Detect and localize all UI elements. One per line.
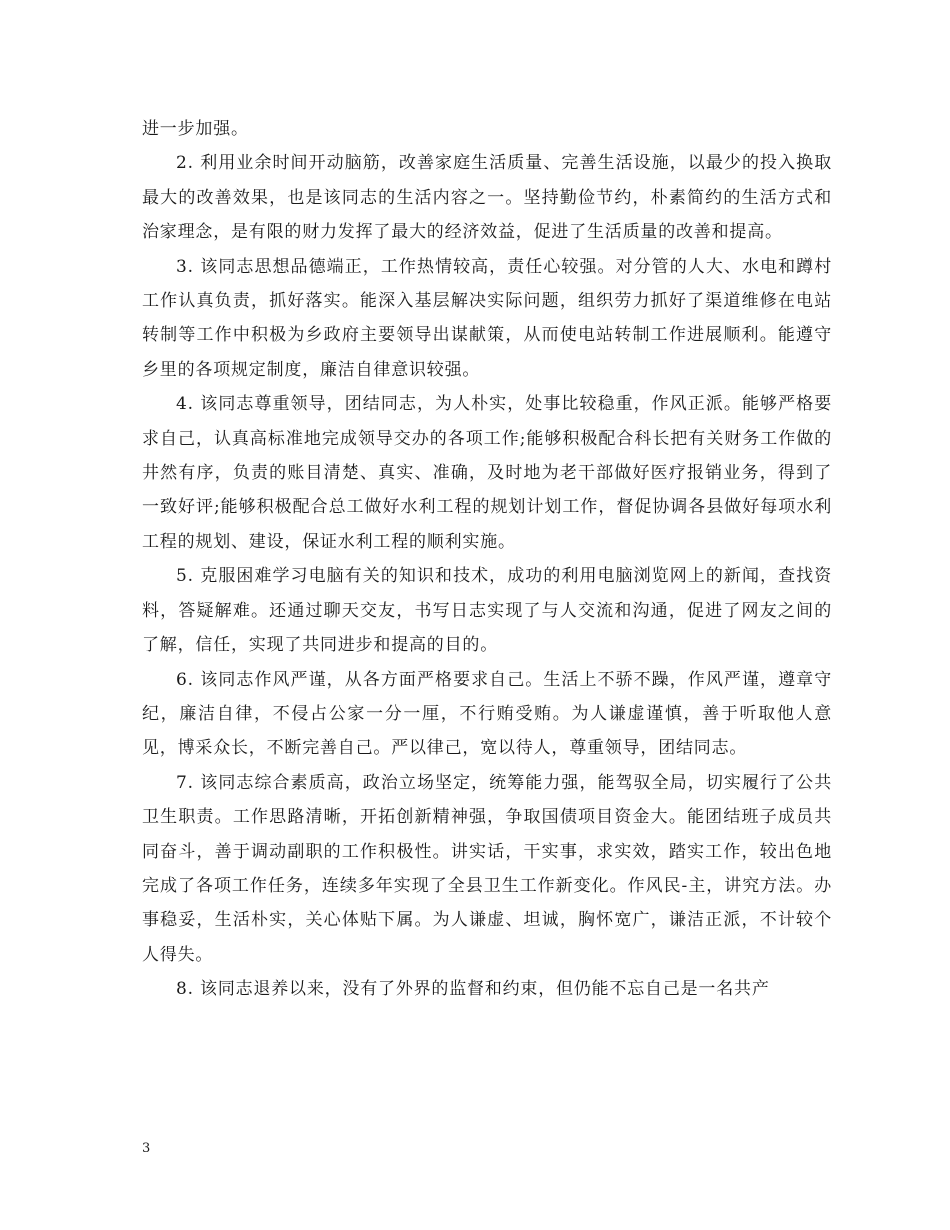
paragraph-item-2: 2. 利用业余时间开动脑筋，改善家庭生活质量、完善生活设施，以最少的投入换取最大的改善效果，也是该同志的生活内容之一。坚持勤俭节约，朴素简约的生活方式和治家理念，是有限的财力发挥了最大的经济效益，促进了生活质量的改善和提高。	[142, 153, 832, 243]
paragraph-item-7: 7. 该同志综合素质高，政治立场坚定，统筹能力强，能驾驭全局，切实履行了公共卫生职责。工作思路清晰，开拓创新精神强，争取国债项目资金大。能团结班子成员共同奋斗，善于调动副职的工作积极性。讲实话，干实事，求实效，踏实工作，较出色地完成了各项工作任务，连续多年实现了全县卫生工作新变化。作风民-主，讲究方法。办事稳妥，生活朴实，关心体贴下属。为人谦虚、坦诚，胸怀宽广，谦洁正派，不计较个人得失。	[142, 772, 832, 965]
page-number: 3	[142, 1141, 151, 1156]
paragraph-item-4: 4. 该同志尊重领导，团结同志，为人朴实，处事比较稳重，作风正派。能够严格要求自己，认真高标准地完成领导交办的各项工作;能够积极配合科长把有关财务工作做的井然有序，负责的账目清楚、真实、准确，及时地为老干部做好医疗报销业务，得到了一致好评;能够积极配合总工做好水利工程的规划计划工作，督促协调各县做好每项水利工程的规划、建设，保证水利工程的顺利实施。	[142, 394, 832, 552]
paragraph-item-8: 8. 该同志退养以来，没有了外界的监督和约束，但仍能不忘自己是一名共产	[176, 979, 770, 1000]
paragraph-continuation: 进一步加强。	[142, 119, 249, 139]
paragraph-item-6: 6. 该同志作风严谨，从各方面严格要求自己。生活上不骄不躁，作风严谨，遵章守纪，廉洁自律，不侵占公家一分一厘，不行贿受贿。为人谦虚谨慎，善于听取他人意见，博采众长，不断完善自己。严以律己，宽以待人，尊重领导，团结同志。	[142, 669, 832, 759]
paragraph-item-3: 3. 该同志思想品德端正，工作热情较高，责任心较强。对分管的人大、水电和蹲村工作认真负责，抓好落实。能深入基层解决实际问题，组织劳力抓好了渠道维修在电站转制等工作中积极为乡政府主要领导出谋献策，从而使电站转制工作进展顺利。能遵守乡里的各项规定制度，廉洁自律意识较强。	[142, 256, 832, 380]
document-body	[142, 112, 832, 1007]
paragraph-item-5: 5. 克服困难学习电脑有关的知识和技术，成功的利用电脑浏览网上的新闻，查找资料，答疑解难。还通过聊天交友，书写日志实现了与人交流和沟通，促进了网友之间的了解，信任，实现了共同进步和提高的目的。	[142, 566, 832, 656]
